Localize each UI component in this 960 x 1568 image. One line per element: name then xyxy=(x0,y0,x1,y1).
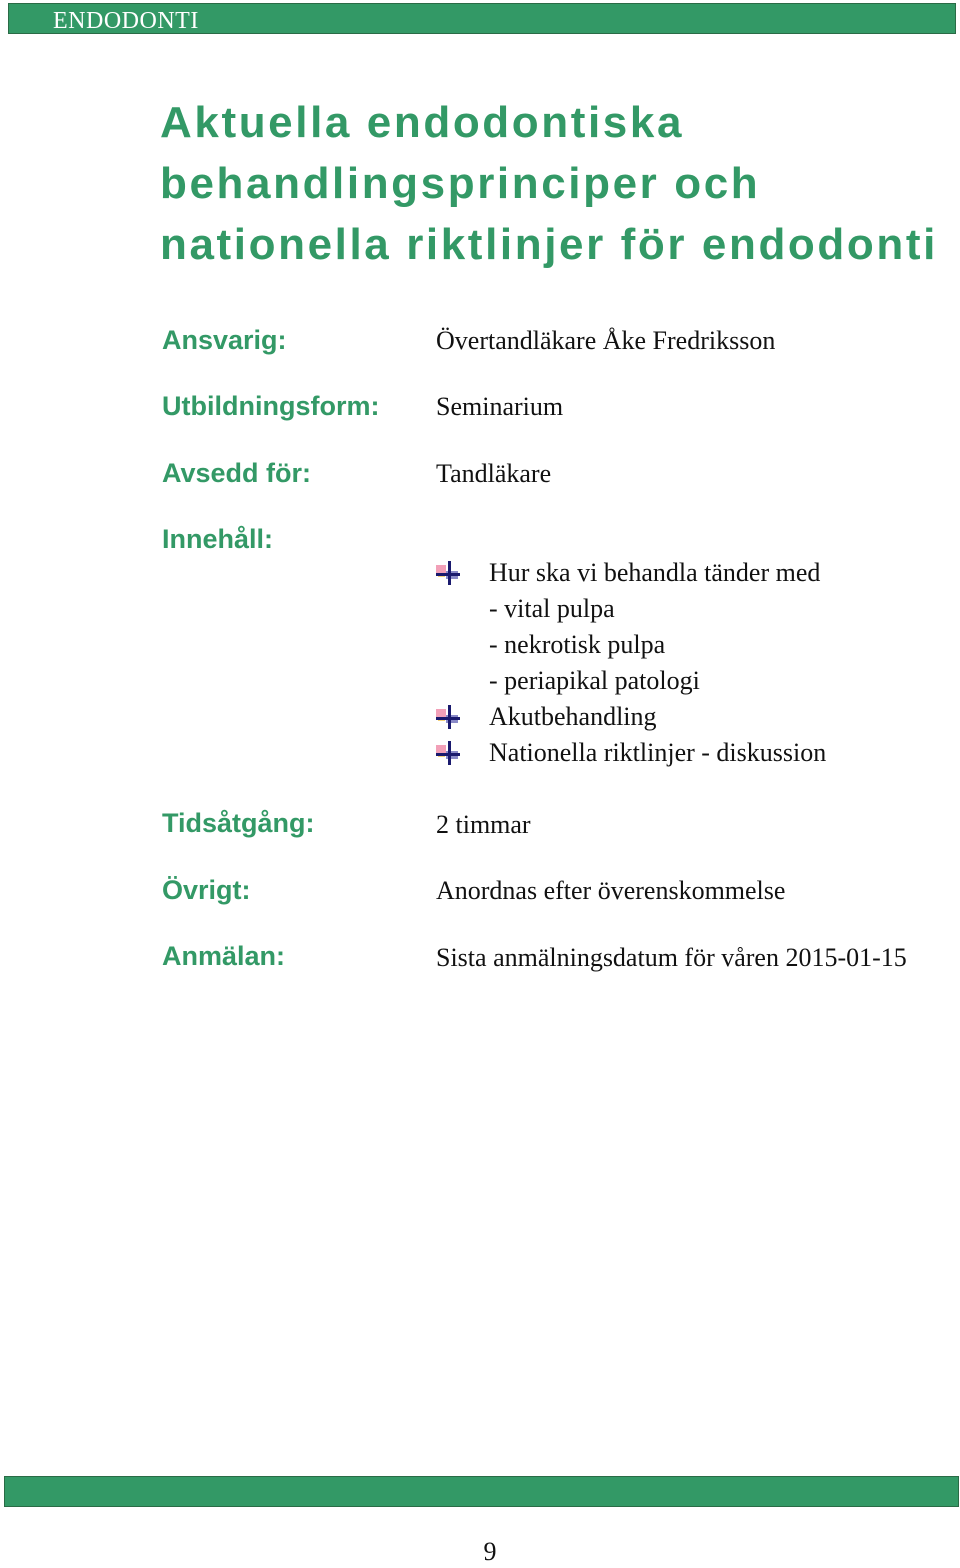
label-anmalan: Anmälan: xyxy=(162,941,286,971)
label-utbildningsform: Utbildningsform: xyxy=(162,391,380,421)
label-avsedd: Avsedd för: xyxy=(162,458,312,488)
list-item xyxy=(436,735,936,771)
value-ovrigt: Anordnas efter överenskommelse xyxy=(436,876,786,905)
list-item xyxy=(436,699,936,735)
label-ansvarig: Ansvarig: xyxy=(162,325,287,355)
value-ansvarig: Övertandläkare Åke Fredriksson xyxy=(436,326,776,355)
content-line-text: Hur ska vi behandla tänder med xyxy=(489,558,821,587)
content-line-text: - vital pulpa xyxy=(489,594,615,623)
value-anmalan: Sista anmälningsdatum för våren 2015-01-15 xyxy=(436,943,907,972)
list-item xyxy=(436,627,936,663)
title-line-1: Aktuella endodontiska xyxy=(160,98,685,147)
footer-bar xyxy=(4,1476,959,1507)
value-avsedd: Tandläkare xyxy=(436,459,552,488)
content-line-text: - nekrotisk pulpa xyxy=(489,630,666,659)
value-tidsatgang: 2 timmar xyxy=(436,810,531,839)
cross-bullet-icon xyxy=(436,741,460,765)
page-number: 9 xyxy=(483,1537,497,1566)
list-item xyxy=(436,663,936,699)
document-title xyxy=(160,92,950,275)
cross-bullet-icon xyxy=(436,561,460,585)
value-utbildningsform: Seminarium xyxy=(436,392,564,421)
cross-bullet-icon xyxy=(436,705,460,729)
list-item xyxy=(436,555,936,591)
header-title: ENDODONTI xyxy=(53,8,199,34)
list-item xyxy=(436,591,936,627)
label-innehall: Innehåll: xyxy=(162,524,274,554)
content-line-text: Akutbehandling xyxy=(489,702,657,731)
content-list xyxy=(436,555,936,771)
content-line-text: Nationella riktlinjer - diskussion xyxy=(489,738,827,767)
header-bar xyxy=(8,3,956,34)
title-line-2: behandlingsprinciper och xyxy=(160,159,761,208)
label-tidsatgang: Tidsåtgång: xyxy=(162,808,315,838)
content-line-text: - periapikal patologi xyxy=(489,666,700,695)
label-ovrigt: Övrigt: xyxy=(162,875,251,905)
title-line-3: nationella riktlinjer för endodonti xyxy=(160,220,938,269)
